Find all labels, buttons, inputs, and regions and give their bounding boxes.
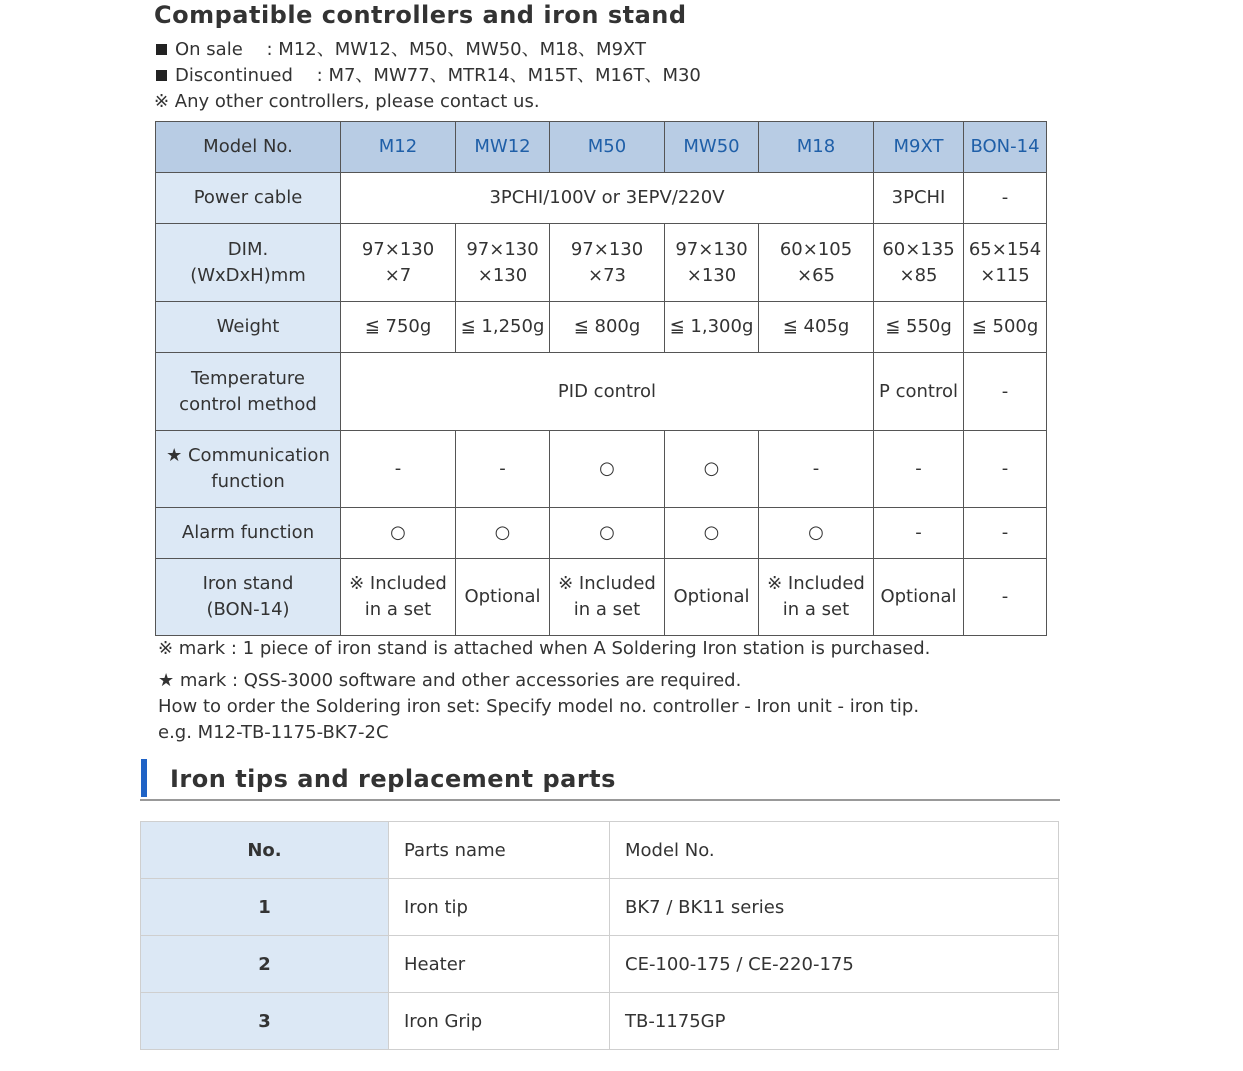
comm-m50: ○ <box>550 431 665 508</box>
iron-stand-row <box>156 559 1047 636</box>
discontinued-text: Discontinued : M7、MW77、MTR14、M15T、M16T、M30 <box>175 65 701 86</box>
weight-m12: ≦ 750g <box>341 302 456 353</box>
alarm-label: Alarm function <box>156 508 341 559</box>
table-row <box>141 879 1059 936</box>
parts-header-row <box>141 822 1059 879</box>
dim-m50: 97×130 ×73 <box>550 224 665 302</box>
power-cable-label: Power cable <box>156 173 341 224</box>
power-cable-value: 3PCHI/100V or 3EPV/220V <box>341 173 874 224</box>
comm-m9xt: - <box>874 431 964 508</box>
section-accent-bar <box>141 759 147 797</box>
parts-header-name: Parts name <box>389 822 610 879</box>
parts-name: Iron tip <box>389 879 610 936</box>
comm-mw50: ○ <box>665 431 759 508</box>
power-cable-row <box>156 173 1047 224</box>
header-m18: M18 <box>759 122 874 173</box>
weight-mw50: ≦ 1,300g <box>665 302 759 353</box>
dim-m12: 97×130 ×7 <box>341 224 456 302</box>
note-mark2: ★ mark : QSS-3000 software and other accessories are required. <box>158 670 742 691</box>
header-model-no: Model No. <box>156 122 341 173</box>
stand-m12: ※ Included in a set <box>341 559 456 636</box>
parts-no: 2 <box>141 936 389 993</box>
section-divider <box>140 799 1060 801</box>
table-header-row <box>156 122 1047 173</box>
parts-name: Iron Grip <box>389 993 610 1050</box>
header-m50: M50 <box>550 122 665 173</box>
compatibility-table <box>155 121 1047 636</box>
square-bullet-icon <box>156 44 167 55</box>
header-m9xt: M9XT <box>874 122 964 173</box>
header-bon14: BON-14 <box>964 122 1047 173</box>
iron-stand-label: Iron stand (BON-14) <box>156 559 341 636</box>
parts-no: 1 <box>141 879 389 936</box>
parts-no: 3 <box>141 993 389 1050</box>
dim-row <box>156 224 1047 302</box>
temperature-row <box>156 353 1047 431</box>
parts-header-model: Model No. <box>610 822 1059 879</box>
parts-model: CE-100-175 / CE-220-175 <box>610 936 1059 993</box>
communication-label: ★ Communication function <box>156 431 341 508</box>
power-cable-m9xt: 3PCHI <box>874 173 964 224</box>
temperature-value: PID control <box>341 353 874 431</box>
note-mark1: ※ mark : 1 piece of iron stand is attached when A Soldering Iron station is purchased. <box>158 638 931 659</box>
dim-mw12: 97×130 ×130 <box>456 224 550 302</box>
dim-m9xt: 60×135 ×85 <box>874 224 964 302</box>
temperature-m9xt: P control <box>874 353 964 431</box>
parts-name: Heater <box>389 936 610 993</box>
on-sale-line <box>154 37 646 63</box>
header-m12: M12 <box>341 122 456 173</box>
header-mw50: MW50 <box>665 122 759 173</box>
parts-header-no: No. <box>141 822 389 879</box>
on-sale-text: On sale : M12、MW12、M50、MW50、M18、M9XT <box>175 39 647 60</box>
contact-note: ※ Any other controllers, please contact us. <box>154 91 540 112</box>
comm-mw12: - <box>456 431 550 508</box>
stand-m50: ※ Included in a set <box>550 559 665 636</box>
stand-mw12: Optional <box>456 559 550 636</box>
weight-label: Weight <box>156 302 341 353</box>
weight-mw12: ≦ 1,250g <box>456 302 550 353</box>
alarm-m12: ○ <box>341 508 456 559</box>
weight-m50: ≦ 800g <box>550 302 665 353</box>
temperature-label: Temperature control method <box>156 353 341 431</box>
comm-m12: - <box>341 431 456 508</box>
dim-bon14: 65×154 ×115 <box>964 224 1047 302</box>
stand-mw50: Optional <box>665 559 759 636</box>
alarm-bon14: - <box>964 508 1047 559</box>
dim-m18: 60×105 ×65 <box>759 224 874 302</box>
table-row <box>141 936 1059 993</box>
note-example: e.g. M12-TB-1175-BK7-2C <box>158 722 389 743</box>
parts-table <box>140 821 1059 1050</box>
comm-m18: - <box>759 431 874 508</box>
comm-bon14: - <box>964 431 1047 508</box>
dim-label-line2: (WxDxH)mm <box>190 264 306 286</box>
temperature-bon14: - <box>964 353 1047 431</box>
communication-row <box>156 431 1047 508</box>
dim-label <box>156 224 341 302</box>
section-title-parts: Iron tips and replacement parts <box>170 765 616 793</box>
weight-m9xt: ≦ 550g <box>874 302 964 353</box>
alarm-m18: ○ <box>759 508 874 559</box>
weight-bon14: ≦ 500g <box>964 302 1047 353</box>
discontinued-line <box>154 63 701 89</box>
alarm-m9xt: - <box>874 508 964 559</box>
dim-label-line1: DIM. <box>227 238 269 260</box>
parts-model: TB-1175GP <box>610 993 1059 1050</box>
parts-model: BK7 / BK11 series <box>610 879 1059 936</box>
header-mw12: MW12 <box>456 122 550 173</box>
power-cable-bon14: - <box>964 173 1047 224</box>
alarm-m50: ○ <box>550 508 665 559</box>
note-order: How to order the Soldering iron set: Specify model no. controller - Iron unit - iron tip. <box>158 696 920 717</box>
alarm-row <box>156 508 1047 559</box>
stand-m18: ※ Included in a set <box>759 559 874 636</box>
alarm-mw12: ○ <box>456 508 550 559</box>
stand-m9xt: Optional <box>874 559 964 636</box>
section-title-compatible: Compatible controllers and iron stand <box>154 1 687 29</box>
weight-m18: ≦ 405g <box>759 302 874 353</box>
alarm-mw50: ○ <box>665 508 759 559</box>
square-bullet-icon <box>156 70 167 81</box>
table-row <box>141 993 1059 1050</box>
dim-mw50: 97×130 ×130 <box>665 224 759 302</box>
weight-row <box>156 302 1047 353</box>
stand-bon14: - <box>964 559 1047 636</box>
